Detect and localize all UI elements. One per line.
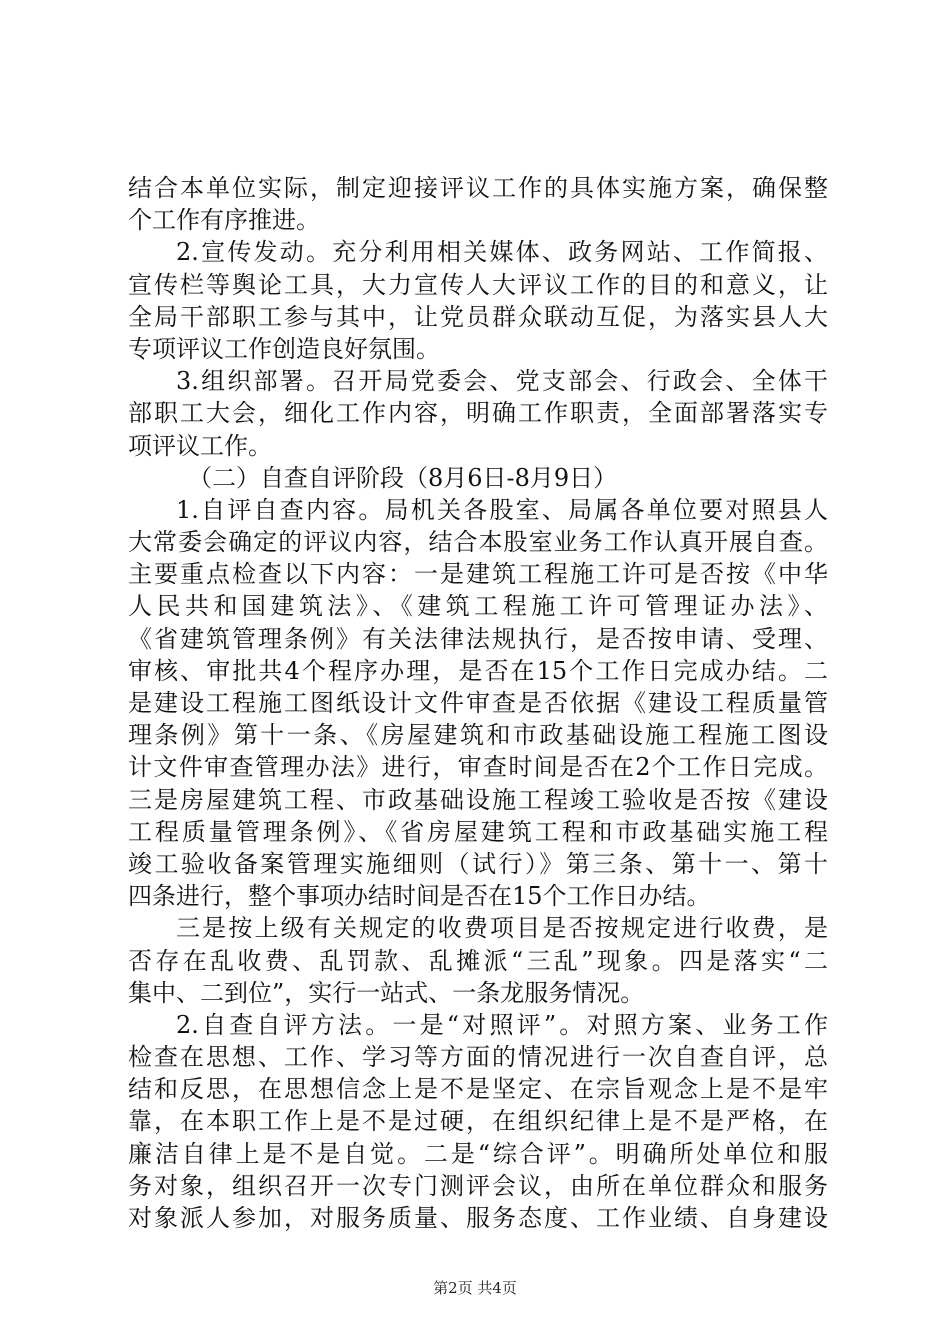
text-line: 审核、审批共4个程序办理，是否在15个工作日完成办结。二 xyxy=(128,656,828,685)
text-line: 工程质量管理条例》、《省房屋建筑工程和市政基础实施工程 xyxy=(128,817,828,846)
page-footer xyxy=(0,1278,950,1298)
text-line: 三是房屋建筑工程、市政基础设施工程竣工验收是否按《建设 xyxy=(128,785,828,814)
text-line: 务对象，组织召开一次专门测评会议，由所在单位群众和服务 xyxy=(128,1171,828,1200)
paragraph-start-line: 三是按上级有关规定的收费项目是否按规定进行收费，是 xyxy=(176,914,828,943)
text-line: 计文件审查管理办法》进行，审查时间是否在2个工作日完成。 xyxy=(128,753,828,782)
document-body xyxy=(128,172,828,1234)
text-line: 对象派人参加，对服务质量、服务态度、工作业绩、自身建设 xyxy=(128,1204,828,1232)
text-line: 检查在思想、工作、学习等方面的情况进行一次自查自评，总 xyxy=(128,1043,828,1072)
text-line: 廉洁自律上是不是自觉。二是“综合评”。明确所处单位和服 xyxy=(128,1139,828,1168)
text-line: 四条进行，整个事项办结时间是否在15个工作日办结。 xyxy=(128,882,711,911)
text-line: 靠，在本职工作上是不是过硬，在组织纪律上是不是严格，在 xyxy=(128,1107,828,1136)
text-line: 全局干部职工参与其中，让党员群众联动互促，为落实县人大 xyxy=(128,302,828,331)
text-line: 结合本单位实际，制定迎接评议工作的具体实施方案，确保整 xyxy=(128,174,828,202)
page-number: 第2页 共4页 xyxy=(433,1279,517,1297)
text-line: 主要重点检查以下内容：一是建筑工程施工许可是否按《中华 xyxy=(128,560,828,589)
paragraph-start-line: 1.自评自查内容。局机关各股室、局属各单位要对照县人 xyxy=(176,495,828,524)
text-line: 专项评议工作创造良好氛围。 xyxy=(128,334,440,363)
text-line: 《省建筑管理条例》有关法律法规执行，是否按申请、受理、 xyxy=(128,624,828,653)
text-line: 集中、二到位”，实行一站式、一条龙服务情况。 xyxy=(128,978,645,1007)
text-line: 项评议工作。 xyxy=(128,431,272,460)
text-line: 部职工大会，细化工作内容，明确工作职责，全面部署落实专 xyxy=(128,399,828,428)
paragraph-start-line: 3.组织部署。召开局党委会、党支部会、行政会、全体干 xyxy=(176,367,828,396)
text-line: 大常委会确定的评议内容，结合本股室业务工作认真开展自查。 xyxy=(128,528,828,557)
section-heading: （二）自查自评阶段（8月6日-8月9日） xyxy=(188,463,618,492)
text-line: 竣工验收备案管理实施细则（试行）》第三条、第十一、第十 xyxy=(128,849,828,878)
text-line: 否存在乱收费、乱罚款、乱摊派“三乱”现象。四是落实“二 xyxy=(128,946,828,975)
text-line: 理条例》第十一条、《房屋建筑和市政基础设施工程施工图设 xyxy=(128,721,828,750)
text-line: 宣传栏等舆论工具，大力宣传人大评议工作的目的和意义，让 xyxy=(128,270,828,299)
text-line: 人民共和国建筑法》、《建筑工程施工许可管理证办法》、 xyxy=(128,592,828,621)
text-line: 是建设工程施工图纸设计文件审查是否依据《建设工程质量管 xyxy=(128,689,828,717)
paragraph-start-line: 2.宣传发动。充分利用相关媒体、政务网站、工作简报、 xyxy=(176,238,828,267)
text-line: 结和反思，在思想信念上是不是坚定、在宗旨观念上是不是牢 xyxy=(128,1075,828,1104)
text-line: 个工作有序推进。 xyxy=(128,206,320,235)
paragraph-start-line: 2.自查自评方法。一是“对照评”。对照方案、业务工作 xyxy=(176,1010,828,1039)
